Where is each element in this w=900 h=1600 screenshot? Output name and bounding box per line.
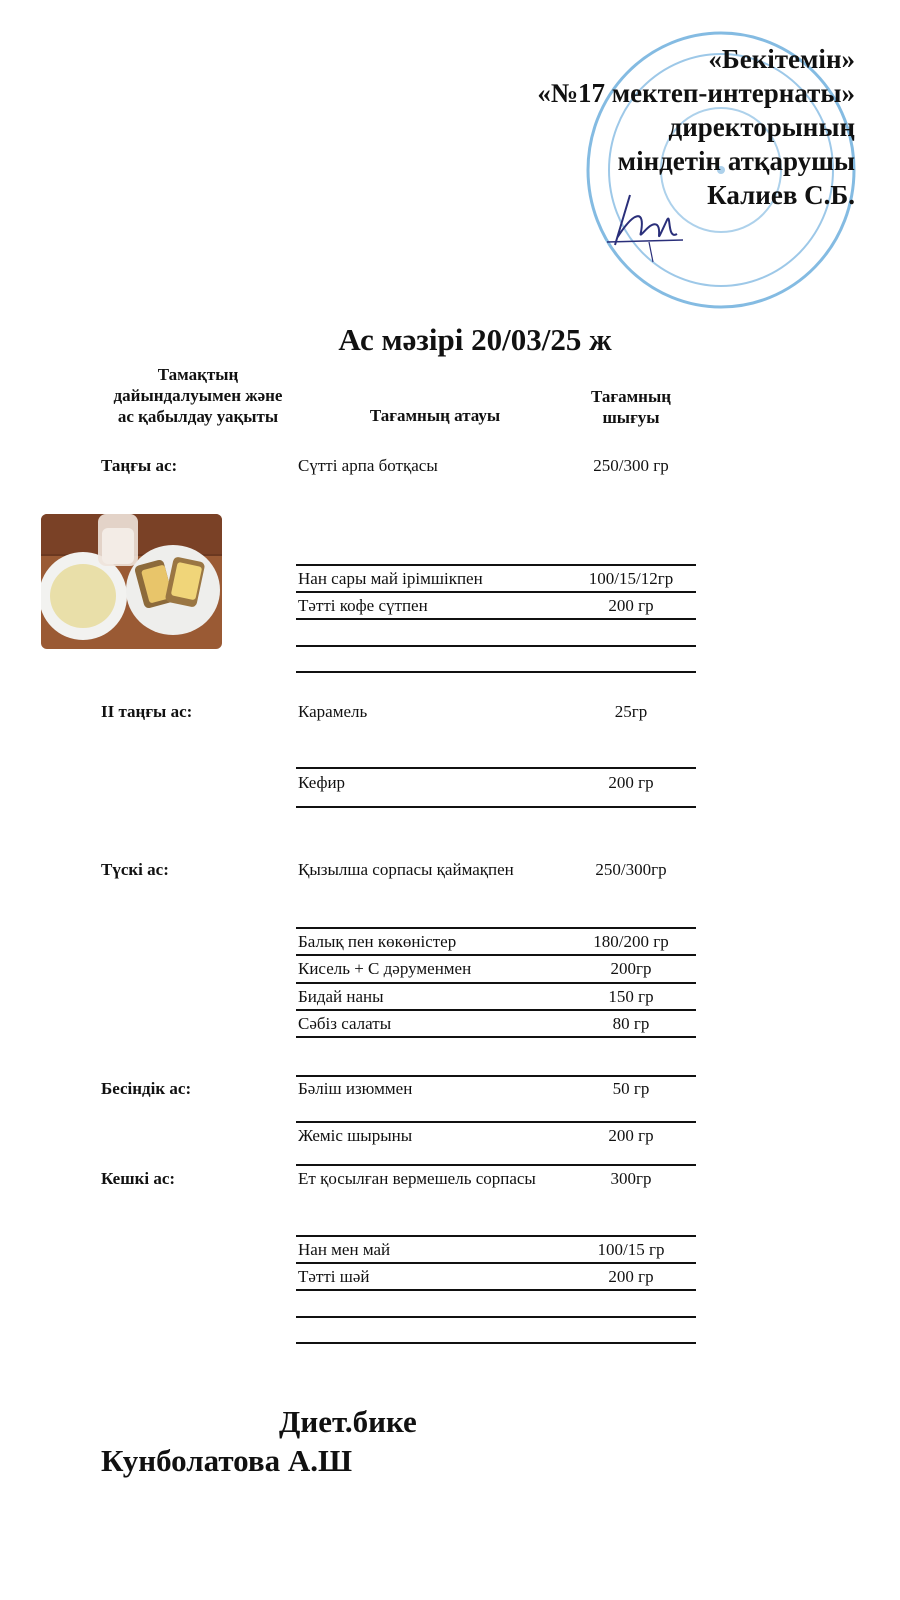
dish-name: Тәтті шәй xyxy=(298,1267,370,1286)
dish-amount: 200гр xyxy=(610,959,652,978)
header-meal-time xyxy=(88,364,308,427)
page-title: Ас мәзірі 20/03/25 ж xyxy=(338,322,612,357)
approval-line-1: «Бекітемін» xyxy=(708,44,855,74)
dish-name: Кисель + С дәруменмен xyxy=(298,959,472,978)
dish-amount: 80 гр xyxy=(612,1014,650,1033)
dish-name: Нан мен май xyxy=(298,1240,391,1259)
dish-amount: 25гр xyxy=(614,702,648,721)
approval-line-3: директорының xyxy=(668,112,855,142)
dish-name: Бидай наны xyxy=(298,987,384,1006)
header-meal-time-line-1: Тамақтың xyxy=(157,365,239,384)
dish-amount: 200 гр xyxy=(608,1126,654,1145)
dish-amount: 150 гр xyxy=(608,987,654,1006)
dish-name: Карамель xyxy=(298,702,368,721)
dish-amount: 200 гр xyxy=(608,1267,654,1286)
header-portion xyxy=(566,386,696,428)
table-rule xyxy=(296,671,696,673)
dietitian-role: Диет.бике xyxy=(279,1404,417,1439)
dish-name: Балық пен көкөністер xyxy=(298,932,457,951)
dish-amount: 300гр xyxy=(610,1169,652,1188)
meal-label-breakfast: Таңғы ас: xyxy=(101,456,178,475)
dish-name: Ет қосылған вермешель сорпасы xyxy=(298,1169,536,1188)
dish-name: Кефир xyxy=(298,773,346,792)
header-meal-time-line-2: дайындалуымен және xyxy=(113,386,283,405)
dish-amount: 250/300гр xyxy=(595,860,667,879)
table-rule xyxy=(296,1009,696,1011)
dish-amount: 180/200 гр xyxy=(593,932,669,951)
approval-block xyxy=(537,42,855,212)
table-rule xyxy=(296,1235,696,1237)
table-rule xyxy=(296,1036,696,1038)
dietitian-name: Кунболатова А.Ш xyxy=(101,1443,353,1478)
table-rule xyxy=(296,645,696,647)
table-rule xyxy=(296,618,696,620)
meal-label-snack: Бесіндік ас: xyxy=(101,1079,192,1098)
table-rule xyxy=(296,1121,696,1123)
approval-line-4: міндетін атқарушы xyxy=(617,146,855,176)
table-rule xyxy=(296,767,696,769)
header-meal-time-line-3: ас қабылдау уақыты xyxy=(117,407,279,426)
table-rule xyxy=(296,806,696,808)
dish-name: Бәліш изюммен xyxy=(298,1079,413,1098)
table-rule xyxy=(296,1262,696,1264)
dish-amount: 100/15/12гр xyxy=(588,569,674,588)
dish-name: Қызылша сорпасы қаймақпен xyxy=(298,860,514,879)
dish-name: Сәбіз салаты xyxy=(298,1014,392,1033)
table-rule xyxy=(296,1075,696,1077)
meal-label-second-breakfast: II таңғы ас: xyxy=(101,702,193,721)
dish-amount: 100/15 гр xyxy=(597,1240,665,1259)
dish-name: Тәтті кофе сүтпен xyxy=(298,596,428,615)
meal-label-dinner: Кешкі ас: xyxy=(101,1169,176,1188)
dish-amount: 250/300 гр xyxy=(593,456,669,475)
dish-name: Нан сары май ірімшікпен xyxy=(298,569,483,588)
dish-name: Жеміс шырыны xyxy=(298,1126,413,1145)
table-rule xyxy=(296,591,696,593)
meal-photo xyxy=(41,514,222,649)
table-rule xyxy=(296,982,696,984)
header-portion-line-1: Тағамның xyxy=(590,387,672,406)
approval-name: Калиев С.Б. xyxy=(707,180,855,210)
table-rule xyxy=(296,954,696,956)
table-rule xyxy=(296,564,696,566)
approval-line-2: «№17 мектеп-интернаты» xyxy=(537,78,855,108)
table-rule xyxy=(296,927,696,929)
meal-label-lunch: Түскі ас: xyxy=(101,860,169,879)
dish-amount: 200 гр xyxy=(608,596,654,615)
table-rule xyxy=(296,1342,696,1344)
table-rule xyxy=(296,1289,696,1291)
header-portion-line-2: шығуы xyxy=(602,408,660,427)
dish-name: Сүтті арпа ботқасы xyxy=(298,456,438,475)
header-dish-name: Тағамның атауы xyxy=(369,406,501,425)
table-rule xyxy=(296,1316,696,1318)
table-rule xyxy=(296,1164,696,1166)
dish-amount: 200 гр xyxy=(608,773,654,792)
dish-amount: 50 гр xyxy=(612,1079,650,1098)
